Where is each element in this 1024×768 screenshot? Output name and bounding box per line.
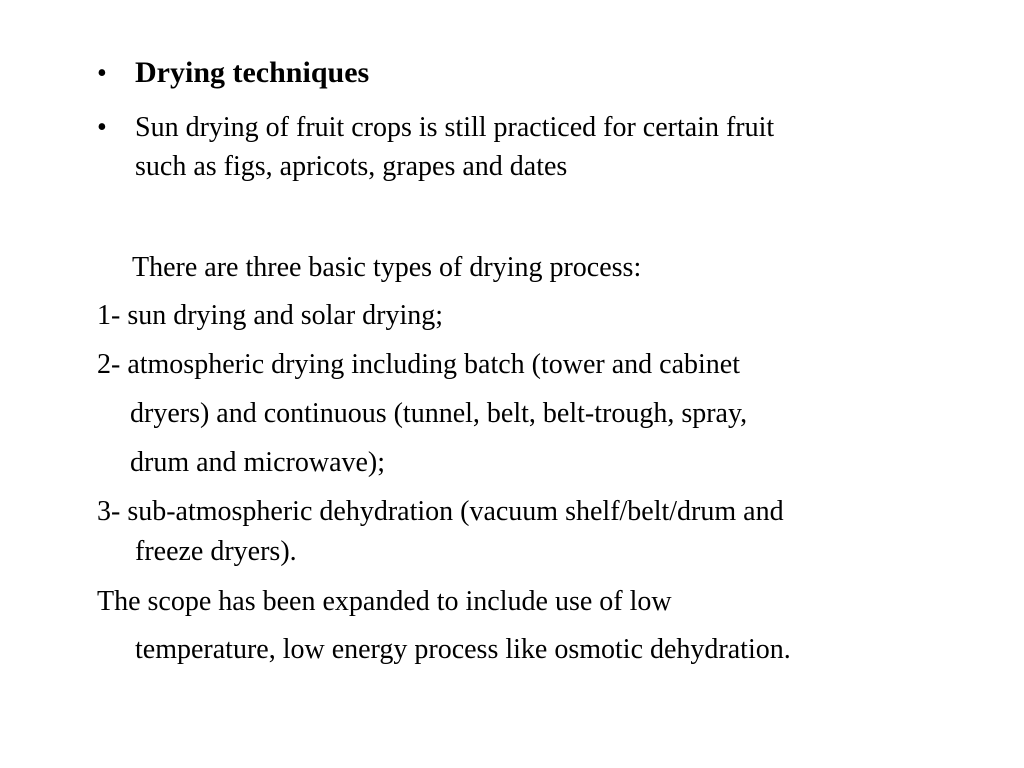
- bullet-text-line: such as figs, apricots, grapes and dates: [135, 151, 568, 182]
- bullet-text-line: Sun drying of fruit crops is still practiced for certain fruit: [135, 112, 775, 143]
- closing-text-line: The scope has been expanded to include use of low: [97, 586, 672, 617]
- list-item-line: drum and microwave);: [130, 447, 386, 478]
- list-item-line: dryers) and continuous (tunnel, belt, belt-trough, spray,: [130, 398, 748, 429]
- list-item-line: 3- sub-atmospheric dehydration (vacuum shelf/belt/drum and: [97, 496, 784, 527]
- list-item-line: 2- atmospheric drying including batch (tower and cabinet: [97, 349, 741, 380]
- closing-text-line: temperature, low energy process like osmotic dehydration.: [135, 634, 791, 665]
- slide-heading: Drying techniques: [135, 56, 370, 89]
- intro-text: There are three basic types of drying process:: [132, 252, 642, 283]
- bullet-glyph: •: [97, 112, 107, 143]
- list-item-line: freeze dryers).: [135, 536, 297, 567]
- list-item-line: 1- sun drying and solar drying;: [97, 300, 444, 331]
- bullet-glyph: •: [97, 58, 107, 89]
